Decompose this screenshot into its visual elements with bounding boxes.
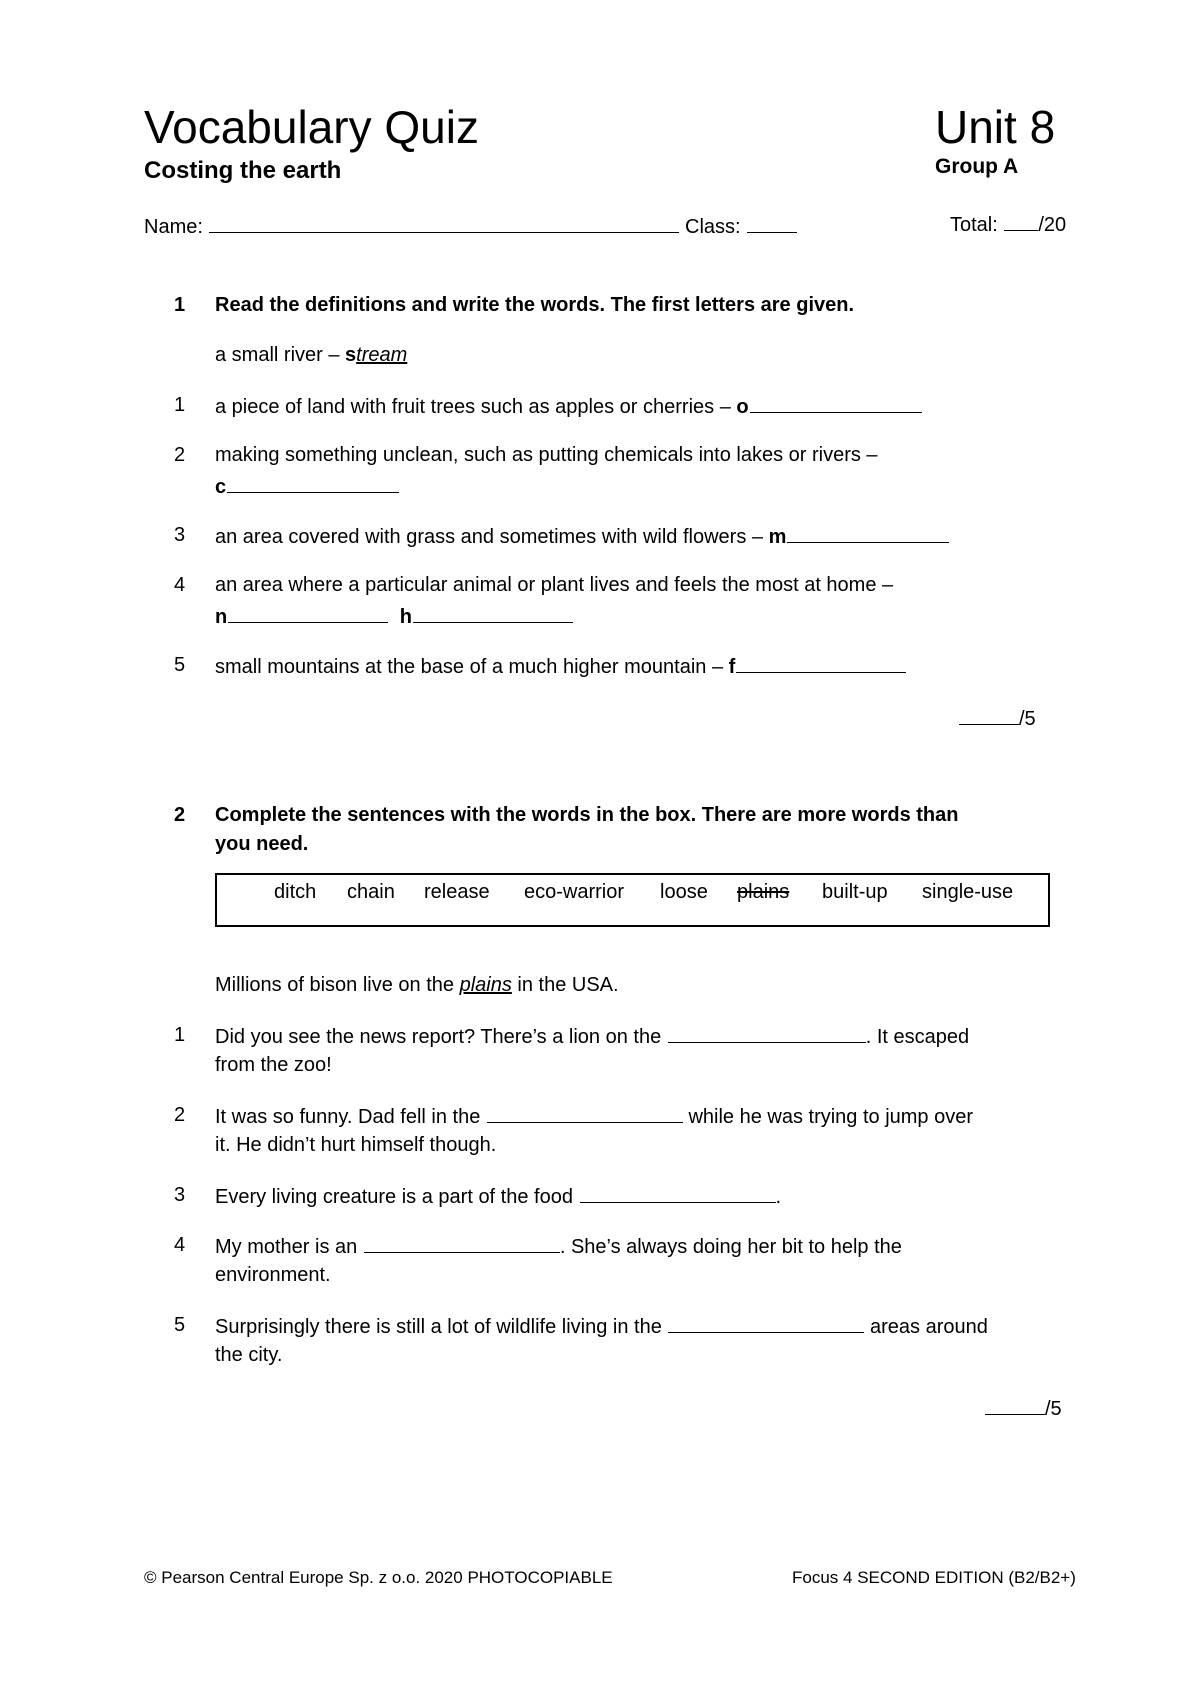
quiz-title: Vocabulary Quiz [144, 101, 479, 153]
exercise2-instruction-line2: you need. [215, 833, 309, 855]
item-after: while he was trying to jump over [682, 1106, 974, 1128]
total-field[interactable] [1004, 213, 1038, 231]
item-letter: f [728, 656, 736, 678]
example-answer: tream [356, 344, 408, 366]
exercise2-item-number: 1 [174, 1024, 186, 1046]
exercise1-score [958, 707, 1036, 729]
exercise2-score [984, 1397, 1062, 1419]
exercise1-item-number: 3 [174, 524, 186, 546]
exercise2-example [215, 975, 619, 995]
example-after: in the USA. [511, 974, 619, 996]
item-before: Every living creature is a part of the food [215, 1186, 579, 1208]
answer-field[interactable] [227, 475, 399, 493]
item-letter: n [215, 606, 228, 628]
exercise2-item [215, 1025, 969, 1047]
example-answer: plains [459, 974, 512, 996]
exercise1-item-answer [215, 475, 399, 497]
answer-field[interactable] [668, 1025, 866, 1043]
answer-field[interactable] [487, 1105, 683, 1123]
answer-field[interactable] [580, 1185, 776, 1203]
exercise2-item-line2: from the zoo! [215, 1054, 332, 1076]
exercise1-example [215, 345, 407, 365]
example-before: Millions of bison live on the [215, 974, 460, 996]
exercise2-item-number: 5 [174, 1314, 186, 1336]
answer-field[interactable] [413, 605, 573, 623]
item-before: My mother is an [215, 1236, 363, 1258]
exercise1-item-number: 2 [174, 444, 186, 466]
answer-field[interactable] [364, 1235, 560, 1253]
answer-field[interactable] [228, 605, 388, 623]
total-label: Total: [950, 214, 998, 236]
exercise2-item-number: 4 [174, 1234, 186, 1256]
item-text: making something unclean, such as putting chemicals into lakes or rivers – [215, 444, 878, 466]
exercise2-instruction-line1: Complete the sentences with the words in the box. There are more words than [215, 804, 959, 826]
exercise1-item [215, 395, 922, 417]
class-field[interactable] [747, 215, 797, 233]
word-box-item: loose [660, 881, 708, 903]
word-box-item-used: plains [737, 881, 790, 903]
exercise2-item-line2: environment. [215, 1264, 331, 1286]
item-text: an area where a particular animal or plant lives and feels the most at home – [215, 574, 894, 596]
word-box-item: built-up [822, 881, 888, 903]
name-label: Name: [144, 216, 203, 238]
exercise2-item-line2: it. He didn’t hurt himself though. [215, 1134, 497, 1156]
score-field[interactable] [959, 707, 1019, 725]
exercise1-item [215, 445, 878, 465]
footer-edition: Focus 4 SECOND EDITION (B2/B2+) [792, 1568, 1076, 1587]
item-letter: c [215, 476, 227, 498]
exercise1-item [215, 525, 949, 547]
quiz-subtitle: Costing the earth [144, 157, 342, 184]
score-field[interactable] [985, 1397, 1045, 1415]
example-text: a small river – [215, 344, 346, 366]
exercise1-item-number: 4 [174, 574, 186, 596]
item-before: It was so funny. Dad fell in the [215, 1106, 486, 1128]
class-label: Class: [685, 216, 741, 238]
exercise2-item-number: 2 [174, 1104, 186, 1126]
exercise2-item-number: 3 [174, 1184, 186, 1206]
exercise2-item-line2: the city. [215, 1344, 283, 1366]
answer-field[interactable] [668, 1315, 864, 1333]
item-letter: o [736, 396, 749, 418]
exercise2-item [215, 1235, 902, 1257]
word-box-item: release [424, 881, 490, 903]
word-box-item: single-use [922, 881, 1014, 903]
exercise2-number: 2 [174, 804, 186, 826]
word-box [215, 873, 1050, 927]
exercise1-number: 1 [174, 294, 186, 316]
exercise1-item [215, 655, 906, 677]
word-box-item: chain [347, 881, 395, 903]
total-max: /20 [1038, 214, 1067, 236]
exercise1-item-number: 1 [174, 394, 186, 416]
name-field[interactable] [209, 215, 679, 233]
example-first-letter: s [345, 344, 357, 366]
exercise2-item [215, 1105, 973, 1127]
item-after: . It escaped [865, 1026, 970, 1048]
exercise2-item [215, 1185, 781, 1207]
item-letter: m [768, 526, 787, 548]
exercise1-instruction: Read the definitions and write the words. The first letters are given. [215, 294, 855, 316]
exercise1-item-number: 5 [174, 654, 186, 676]
item-text: an area covered with grass and sometimes with wild flowers – [215, 526, 769, 548]
answer-field[interactable] [736, 655, 906, 673]
exercise1-item [215, 575, 893, 595]
group-label: Group A [935, 155, 1019, 178]
footer-copyright: © Pearson Central Europe Sp. z o.o. 2020 PHOTOCOPIABLE [144, 1568, 613, 1587]
exercise2-item [215, 1315, 988, 1337]
item-after: . [775, 1186, 782, 1208]
answer-field[interactable] [787, 525, 949, 543]
unit-label: Unit 8 [935, 101, 1056, 153]
answer-field[interactable] [750, 395, 922, 413]
item-letter: h [399, 606, 412, 628]
item-before: Surprisingly there is still a lot of wildlife living in the [215, 1316, 668, 1338]
score-max: /5 [1045, 1398, 1062, 1420]
item-after: areas around [864, 1316, 988, 1338]
word-box-item: ditch [274, 881, 317, 903]
item-text: small mountains at the base of a much higher mountain – [215, 656, 729, 678]
total-row [950, 213, 1066, 235]
word-box-item: eco-warrior [524, 881, 625, 903]
item-before: Did you see the news report? There’s a lion on the [215, 1026, 667, 1048]
exercise1-item-answer [215, 605, 573, 627]
name-row [144, 215, 797, 237]
item-after: . She’s always doing her bit to help the [559, 1236, 902, 1258]
item-text: a piece of land with fruit trees such as apples or cherries – [215, 396, 737, 418]
score-max: /5 [1019, 708, 1036, 730]
